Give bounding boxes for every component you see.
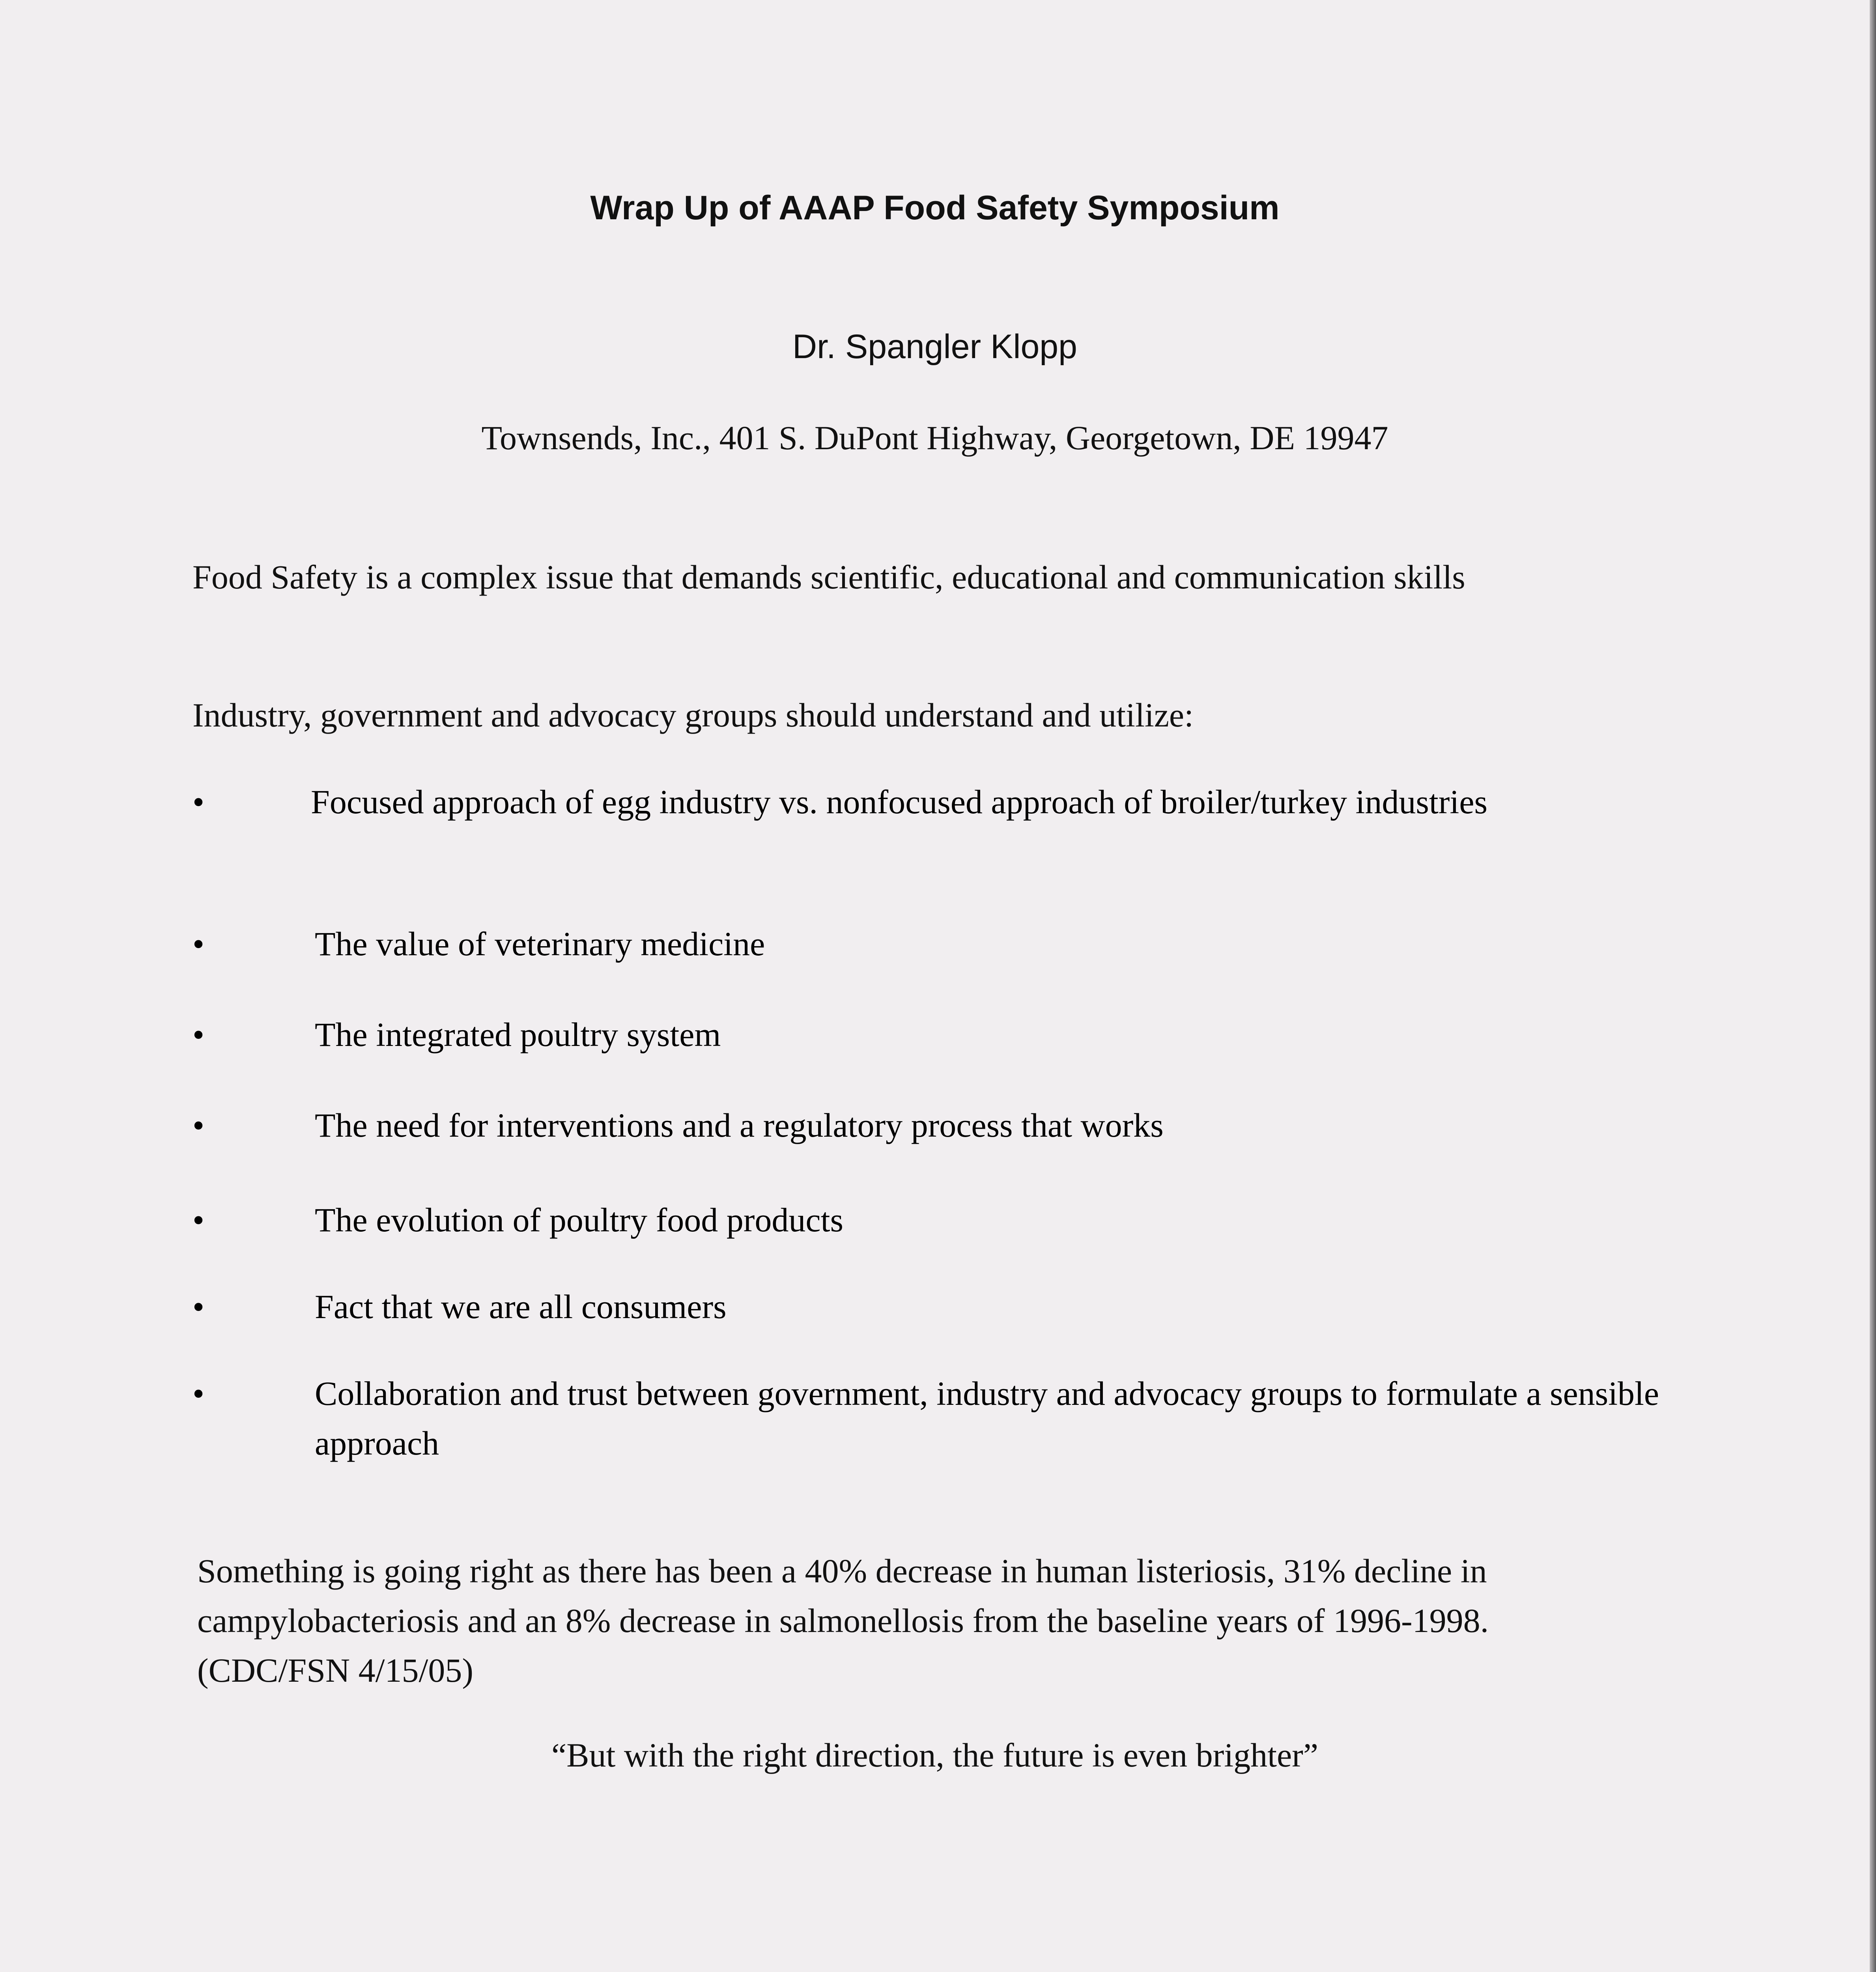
intro-paragraph: Food Safety is a complex issue that demands scientific, educational and communication skills (192, 558, 1465, 596)
list-item-text: The need for interventions and a regulatory process that works (315, 1106, 1164, 1144)
bullet-icon: • (192, 1374, 205, 1412)
bullet-icon: • (192, 1106, 205, 1144)
closing-quote: “But with the right direction, the future is even brighter” (551, 1736, 1318, 1774)
author-name: Dr. Spangler Klopp (792, 328, 1077, 366)
list-item-text: Collaboration and trust between government, industry and advocacy groups to formulate a sensible approach (315, 1374, 1659, 1462)
list-item-text: The integrated poultry system (315, 1016, 721, 1053)
list-item-text: The value of veterinary medicine (315, 925, 765, 963)
list-item-text: Focused approach of egg industry vs. nonfocused approach of broiler/turkey industries (311, 783, 1487, 821)
scan-edge-right (1870, 0, 1876, 1972)
bullet-icon: • (192, 783, 205, 821)
bullet-icon: • (192, 1201, 205, 1239)
bullet-icon: • (192, 1288, 205, 1326)
list-lead-paragraph: Industry, government and advocacy groups should understand and utilize: (192, 696, 1194, 734)
document-title: Wrap Up of AAAP Food Safety Symposium (590, 189, 1280, 227)
list-item-text: The evolution of poultry food products (315, 1201, 843, 1239)
bullet-icon: • (192, 1016, 205, 1053)
conclusion-paragraph: Something is going right as there has been a 40% decrease in human listeriosis, 31% decline in campylobacteriosis and an 8% decrease in salmonellosis from the baseline years of 1996-1998. (CDC/FSN 4/15/05) (197, 1552, 1489, 1689)
list-item-text: Fact that we are all consumers (315, 1288, 727, 1326)
bullet-icon: • (192, 925, 205, 963)
author-affiliation: Townsends, Inc., 401 S. DuPont Highway, Georgetown, DE 19947 (481, 419, 1388, 457)
